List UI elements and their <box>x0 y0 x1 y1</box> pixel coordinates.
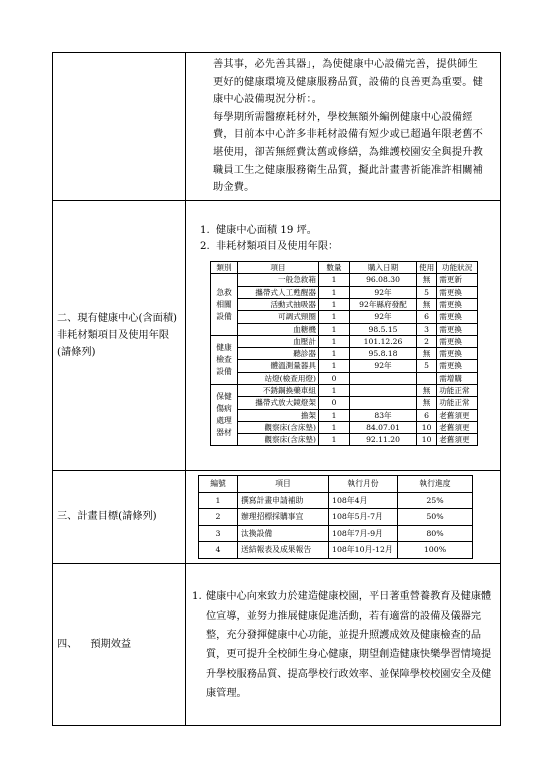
plan-item: 汰換設備 <box>238 525 329 542</box>
plan-month: 108年5月-7月 <box>329 509 398 526</box>
benefit-number: 1. <box>192 591 202 603</box>
plan-row <box>199 542 473 559</box>
equip-use: 6 <box>417 311 437 323</box>
equip-header-status: 功能狀況 <box>437 262 478 274</box>
equip-qty: 1 <box>319 274 350 286</box>
equip-status: 功能正常 <box>437 397 478 409</box>
equip-use: 3 <box>417 323 437 335</box>
plan-item: 辦理招標採購事宜 <box>238 509 329 526</box>
plan-month: 108年10月-12月 <box>329 542 398 559</box>
equipment-row <box>211 298 478 310</box>
plan-progress: 50% <box>398 509 473 526</box>
equipment-table <box>210 261 478 446</box>
equip-item: 聽診器 <box>238 348 319 360</box>
equip-qty: 1 <box>319 311 350 323</box>
equipment-row <box>211 384 478 396</box>
plan-row <box>199 492 473 509</box>
equipment-row <box>211 274 478 286</box>
equip-header-use: 使用 <box>417 262 437 274</box>
section4-label <box>53 563 186 725</box>
equipment-row <box>211 311 478 323</box>
section3-label-text: 三、計畫目標(請條列) <box>57 511 157 523</box>
area-text: 健康中心面積 19 坪。 <box>216 225 317 237</box>
plan-form-table <box>52 52 501 726</box>
plan-row <box>199 509 473 526</box>
section3-content <box>186 470 501 563</box>
equipment-category: 急救相關設備 <box>211 274 238 335</box>
equip-status: 需更換 <box>437 323 478 335</box>
equipment-row <box>211 434 478 446</box>
intro-label-cell <box>53 53 186 201</box>
equip-qty: 1 <box>319 434 350 446</box>
equip-status: 需更換 <box>437 360 478 372</box>
equip-status: 需更換 <box>437 286 478 298</box>
plan-item: 撰寫計畫申請補助 <box>238 492 329 509</box>
plan-no: 4 <box>199 542 238 559</box>
equipment-category: 健康檢查設備 <box>211 335 238 384</box>
item2-number: 2. <box>200 241 210 253</box>
equip-use: 10 <box>417 421 437 433</box>
section2-label-text: 二、現有健康中心(含面積)非耗材類項目及使用年限(請條列) <box>57 312 178 358</box>
equip-use: 5 <box>417 286 437 298</box>
plan-item: 送結報表及成果報告 <box>238 542 329 559</box>
equip-item: 血糖機 <box>238 323 319 335</box>
plan-progress: 80% <box>398 525 473 542</box>
equip-date: 83年 <box>350 409 417 421</box>
equip-header-category: 類別 <box>211 262 238 274</box>
plan-header-no: 編號 <box>199 476 238 493</box>
plan-header-month: 執行月份 <box>329 476 398 493</box>
equip-item: 活動式抽吸器 <box>238 298 319 310</box>
equip-date <box>350 397 417 409</box>
equip-use: 無 <box>417 397 437 409</box>
plan-progress: 100% <box>398 542 473 559</box>
equip-status: 老舊須更 <box>437 421 478 433</box>
equip-status: 需更換 <box>437 335 478 347</box>
equip-date: 92年 <box>350 311 417 323</box>
equip-qty: 1 <box>319 360 350 372</box>
plan-row <box>199 525 473 542</box>
equip-item: 一般急救箱 <box>238 274 319 286</box>
equip-date: 92年縣府發配 <box>350 298 417 310</box>
section3-label <box>53 470 186 563</box>
benefit-text: 健康中心向來致力於建造健康校園，平日著重營養教育及健康體位宣導，並努力推展健康促進活動，若有適當的設備及儀器完整，充分發揮健康中心功能，並提升照護成效及健康檢查的品質，更可提升全校師生身心健康，期望創造健康快樂學習情境提升學校服務品質、提高學校行政效率、並保障學校校園安全及健康管理。 <box>206 591 492 699</box>
equip-status: 需增購 <box>437 372 478 384</box>
equip-use: 無 <box>417 298 437 310</box>
equip-header-qty: 數量 <box>319 262 350 274</box>
equipment-row <box>211 348 478 360</box>
equip-date: 95.8.18 <box>350 348 417 360</box>
equipment-row <box>211 372 478 384</box>
equip-use <box>417 372 437 384</box>
equip-status: 老舊須更 <box>437 409 478 421</box>
intro-paragraph-2: 每學期所需醫療耗材外，學校無額外編例健康中心設備經費，目前本中心許多非耗材設備有短少或已超過年限老舊不堪使用，卻苦無經費汰舊或修繕，為維護校園安全與提升教職員工生之健康服務衛生品質，擬此計畫書祈能准許相關補助金費。 <box>213 111 484 194</box>
equip-status: 需更換 <box>437 298 478 310</box>
intro-text-cell <box>186 53 501 201</box>
equip-item: 體溫測量器具 <box>238 360 319 372</box>
equip-item: 攜帶式人工甦醒器 <box>238 286 319 298</box>
equip-qty: 1 <box>319 421 350 433</box>
equip-date <box>350 384 417 396</box>
equip-date: 96.08.30 <box>350 274 417 286</box>
equip-header-date: 購入日期 <box>350 262 417 274</box>
equip-qty: 1 <box>319 298 350 310</box>
section2-label <box>53 200 186 470</box>
equip-item: 可調式頸圈 <box>238 311 319 323</box>
equipment-row <box>211 323 478 335</box>
equip-item: 攜帶式放大鏡燈架 <box>238 397 319 409</box>
equip-item: 觀察床(含床墊) <box>238 434 319 446</box>
equip-status: 老舊須更 <box>437 434 478 446</box>
plan-progress: 25% <box>398 492 473 509</box>
equip-status: 需更新 <box>437 274 478 286</box>
equip-qty: 0 <box>319 372 350 384</box>
document-page <box>52 52 500 726</box>
equip-item: 不銹鋼換藥車組 <box>238 384 319 396</box>
equip-qty: 0 <box>319 397 350 409</box>
section2-content <box>186 200 501 470</box>
equip-date: 92年 <box>350 360 417 372</box>
equip-use: 無 <box>417 348 437 360</box>
equip-qty: 1 <box>319 348 350 360</box>
equip-date: 92年 <box>350 286 417 298</box>
equip-item: 觀察床(含床墊) <box>238 421 319 433</box>
plan-month: 108年4月 <box>329 492 398 509</box>
plan-no: 1 <box>199 492 238 509</box>
equip-qty: 1 <box>319 323 350 335</box>
equipment-row <box>211 360 478 372</box>
plan-no: 3 <box>199 525 238 542</box>
equip-date: 84.07.01 <box>350 421 417 433</box>
equip-date: 98.5.15 <box>350 323 417 335</box>
equip-date: 101.12.26 <box>350 335 417 347</box>
equip-date: 92.11.20 <box>350 434 417 446</box>
equip-qty: 1 <box>319 384 350 396</box>
plan-header-progress: 執行進度 <box>398 476 473 493</box>
equip-date <box>350 372 417 384</box>
plan-goals-table <box>198 475 473 559</box>
plan-no: 2 <box>199 509 238 526</box>
section4-content <box>186 563 501 725</box>
equipment-list-title: 非耗材類項目及使用年限： <box>216 241 339 253</box>
equip-use: 5 <box>417 360 437 372</box>
equip-use: 10 <box>417 434 437 446</box>
item1-number: 1. <box>200 225 210 237</box>
equip-status: 需更換 <box>437 348 478 360</box>
intro-paragraph-1: 善其事，必先善其器」，為使健康中心設備完善，提供師生更好的健康環境及健康服務品質，設備的良善更為重要。健康中心設備現況分析：。 <box>213 59 484 106</box>
equip-item: 血壓計 <box>238 335 319 347</box>
equip-header-item: 項目 <box>238 262 319 274</box>
equip-use: 無 <box>417 274 437 286</box>
equip-item: 站燈(檢查用燈) <box>238 372 319 384</box>
plan-month: 108年7月-9月 <box>329 525 398 542</box>
equip-status: 需更換 <box>437 311 478 323</box>
equipment-row <box>211 409 478 421</box>
section4-label-text: 四、 預期效益 <box>57 638 132 650</box>
equip-use: 6 <box>417 409 437 421</box>
equipment-row <box>211 335 478 347</box>
equip-qty: 1 <box>319 286 350 298</box>
equip-use: 無 <box>417 384 437 396</box>
equipment-category: 保健傷病處理器材 <box>211 384 238 445</box>
equip-item: 擔架 <box>238 409 319 421</box>
equip-qty: 1 <box>319 409 350 421</box>
plan-header-item: 項目 <box>238 476 329 493</box>
equip-use: 2 <box>417 335 437 347</box>
equipment-row <box>211 421 478 433</box>
equip-status: 功能正常 <box>437 384 478 396</box>
equipment-row <box>211 397 478 409</box>
equipment-row <box>211 286 478 298</box>
equip-qty: 1 <box>319 335 350 347</box>
